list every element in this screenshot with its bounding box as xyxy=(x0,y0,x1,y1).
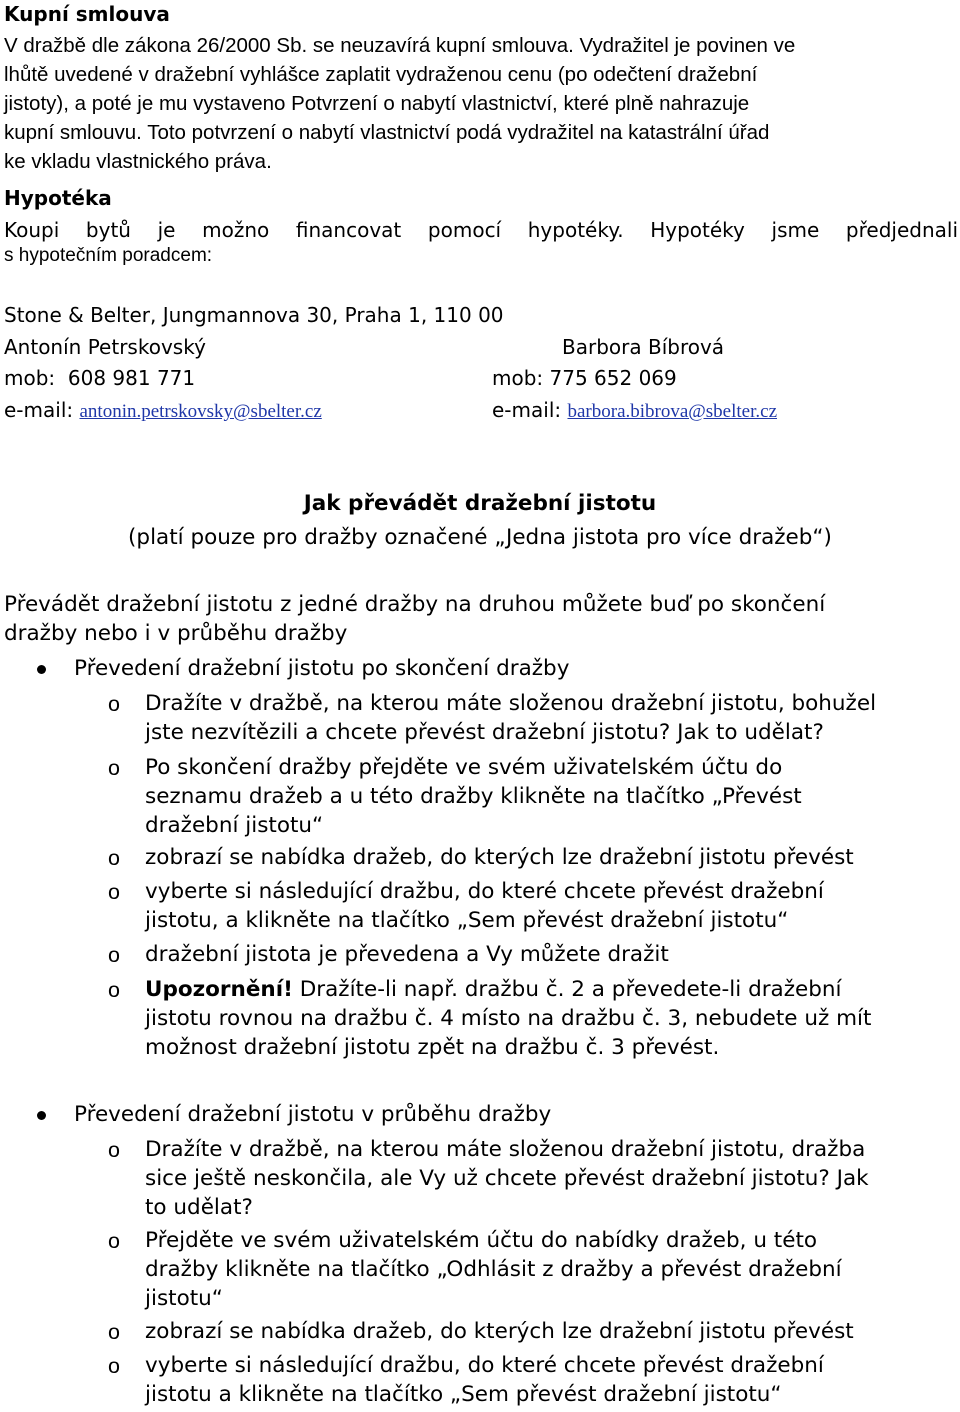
mortgage-heading: Hypotéka xyxy=(4,186,112,210)
during-item-3-line-1: zobrazí se nabídka dražeb, do kterých lze dražební jistotu převést xyxy=(145,1319,854,1344)
advisor-1-mobile xyxy=(4,366,195,390)
during-item-1-line-3: to udělat? xyxy=(145,1195,253,1220)
contract-line-1: V dražbě dle zákona 26/2000 Sb. se neuzavírá kupní smlouva. Vydražitel je povinen ve xyxy=(4,34,796,57)
during-auction-title: Převedení dražební jistotu v průběhu dražby xyxy=(74,1102,552,1127)
warning-label: Upozornění! xyxy=(145,977,293,1002)
advisor-2-email-link[interactable]: barbora.bibrova@sbelter.cz xyxy=(567,401,778,422)
advisor-2-name: Barbora Bíbrová xyxy=(562,335,725,359)
during-item-4-line-1: vyberte si následující dražbu, do které chcete převést dražební xyxy=(145,1353,824,1378)
transfer-title: Jak převádět dražební jistotu xyxy=(303,491,657,516)
sub-bullet-icon: o xyxy=(108,943,120,967)
company-address: Stone & Belter, Jungmannova 30, Praha 1, 110 00 xyxy=(4,303,504,327)
email-label: e-mail: xyxy=(492,398,562,422)
mobile-label: mob: xyxy=(492,366,544,390)
after-item-5-line-1: dražební jistota je převedena a Vy můžete dražit xyxy=(145,942,669,967)
warning-line-1 xyxy=(145,977,842,1002)
contract-line-5: ke vkladu vlastnického práva. xyxy=(4,150,272,173)
after-item-1-line-2: jste nezvítězili a chcete převést dražební jistotu? Jak to udělat? xyxy=(145,720,824,745)
transfer-subtitle: (platí pouze pro dražby označené „Jedna jistota pro více dražeb“) xyxy=(128,525,832,550)
during-item-1-line-2: sice ještě neskončila, ale Vy už chcete převést dražební jistotu? Jak xyxy=(145,1166,869,1191)
during-item-2-line-3: jistotu“ xyxy=(145,1286,223,1311)
bullet-icon xyxy=(37,1111,46,1120)
contract-line-2: lhůtě uvedené v dražební vyhlášce zaplatit vydraženou cenu (po odečtení dražební xyxy=(4,63,758,86)
after-item-1-line-1: Dražíte v dražbě, na kterou máte složenou dražební jistotu, bohužel xyxy=(145,691,877,716)
advisor-1-email-link[interactable]: antonin.petrskovsky@sbelter.cz xyxy=(79,401,322,422)
mortgage-line-2: s hypotečním poradcem: xyxy=(4,245,213,266)
sub-bullet-icon: o xyxy=(108,1229,120,1253)
sub-bullet-icon: o xyxy=(108,1138,120,1162)
warning-line-3: možnost dražební jistotu zpět na dražbu č. 3 převést. xyxy=(145,1035,720,1060)
after-auction-title: Převedení dražební jistotu po skončení dražby xyxy=(74,656,570,681)
sub-bullet-icon: o xyxy=(108,978,120,1002)
advisor-1-name: Antonín Petrskovský xyxy=(4,335,206,359)
after-item-3-line-1: zobrazí se nabídka dražeb, do kterých lze dražební jistotu převést xyxy=(145,845,854,870)
mobile-label: mob: xyxy=(4,366,56,390)
email-label: e-mail: xyxy=(4,398,74,422)
after-item-4-line-1: vyberte si následující dražbu, do které chcete převést dražební xyxy=(145,879,824,904)
sub-bullet-icon: o xyxy=(108,846,120,870)
after-item-2-line-2: seznamu dražeb a u této dražby klikněte na tlačítko „Převést xyxy=(145,784,802,809)
advisor-2-mobile xyxy=(492,366,677,390)
transfer-intro-line-2: dražby nebo i v průběhu dražby xyxy=(4,621,348,646)
during-item-1-line-1: Dražíte v dražbě, na kterou máte složenou dražební jistotu, dražba xyxy=(145,1137,866,1162)
sub-bullet-icon: o xyxy=(108,692,120,716)
mortgage-line-1: Koupi bytů je možno financovat pomocí hypotéky. Hypotéky jsme předjednali xyxy=(4,218,958,242)
bullet-icon xyxy=(37,665,46,674)
during-item-4-line-2: jistotu a klikněte na tlačítko „Sem převést dražební jistotu“ xyxy=(145,1382,782,1407)
during-item-2-line-2: dražby klikněte na tlačítko „Odhlásit z dražby a převést dražební xyxy=(145,1257,842,1282)
contract-line-3: jistoty), a poté je mu vystaveno Potvrzení o nabytí vlastnictví, které plně nahrazuje xyxy=(4,92,750,115)
warning-line-2: jistotu rovnou na dražbu č. 4 místo na dražbu č. 3, nebudete už mít xyxy=(145,1006,872,1031)
advisor-2-email xyxy=(492,398,777,423)
during-item-2-line-1: Přejděte ve svém uživatelském účtu do nabídky dražeb, u této xyxy=(145,1228,818,1253)
sub-bullet-icon: o xyxy=(108,1354,120,1378)
sub-bullet-icon: o xyxy=(108,1320,120,1344)
transfer-intro-line-1: Převádět dražební jistotu z jedné dražby na druhou můžete buď po skončení xyxy=(4,592,826,617)
mobile-number: 775 652 069 xyxy=(549,366,677,390)
advisor-1-email xyxy=(4,398,322,423)
after-item-4-line-2: jistotu, a klikněte na tlačítko „Sem převést dražební jistotu“ xyxy=(145,908,789,933)
warning-text: Dražíte-li např. dražbu č. 2 a převedete-li dražební xyxy=(292,977,842,1002)
contract-heading: Kupní smlouva xyxy=(4,2,170,26)
sub-bullet-icon: o xyxy=(108,756,120,780)
after-item-2-line-3: dražební jistotu“ xyxy=(145,813,324,838)
mobile-number: 608 981 771 xyxy=(67,366,196,390)
after-item-2-line-1: Po skončení dražby přejděte ve svém uživatelském účtu do xyxy=(145,755,783,780)
sub-bullet-icon: o xyxy=(108,880,120,904)
contract-line-4: kupní smlouvu. Toto potvrzení o nabytí vlastnictví podá vydražitel na katastrální úřad xyxy=(4,121,770,144)
